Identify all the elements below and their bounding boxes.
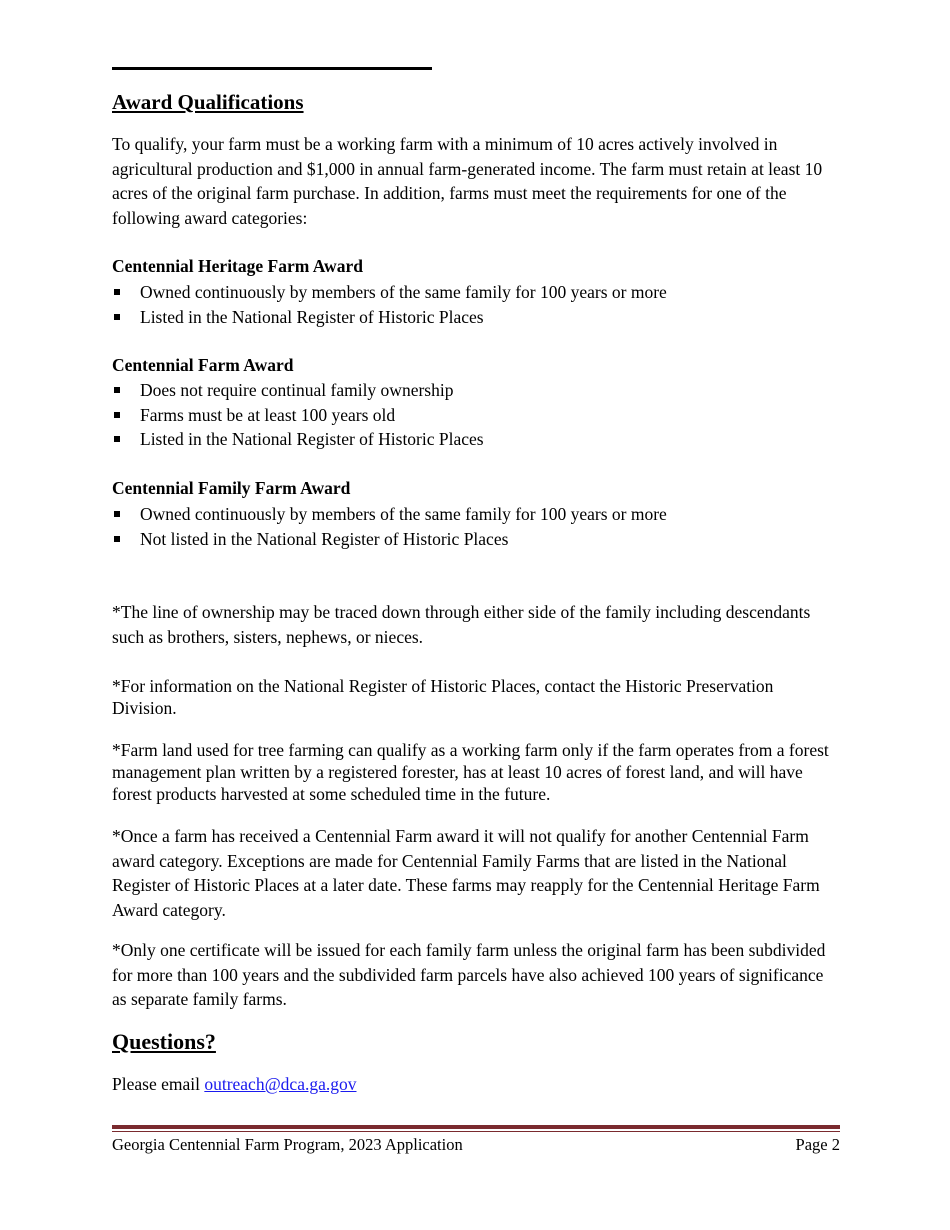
bullet-square-icon [114, 314, 120, 320]
family-farm-award-list [112, 502, 840, 551]
footer-program-title: Georgia Centennial Farm Program, 2023 Application [112, 1135, 463, 1154]
award-category-note: *Once a farm has received a Centennial Farm award it will not qualify for another Centennial Farm award category. Exceptions are made for Centennial Family Farms that are listed in the National Register of Historic Places at a later date. These farms may reapply for the Centennial Heritage Farm Award category. [112, 826, 820, 920]
certificate-note: *Only one certificate will be issued for each family farm unless the original farm has been subdivided for more than 100 years and the subdivided farm parcels have also achieved 100 years of significance as separate family farms. [112, 940, 826, 1009]
heritage-farm-award-list [112, 280, 840, 329]
centennial-farm-award-list [112, 378, 840, 452]
list-item: Does not require continual family ownership [112, 378, 840, 403]
award-qualifications-heading: Award Qualifications [112, 90, 304, 114]
tree-farming-note: *Farm land used for tree farming can qualify as a working farm only if the farm operates from a forest management plan written by a registered forester, has at least 10 acres of forest land, and will have forest products harvested at some scheduled time in the future. [112, 740, 829, 804]
national-register-note: *For information on the National Register of Historic Places, contact the Historic Preservation Division. [112, 676, 774, 718]
footer-divider [112, 1125, 840, 1129]
intro-paragraph: To qualify, your farm must be a working farm with a minimum of 10 acres actively involved in agricultural production and $1,000 in annual farm-generated income. The farm must retain at least 10 acres of the original farm purchase. In addition, farms must meet the requirements for one of the following award categories: [112, 134, 823, 228]
list-item: Listed in the National Register of Historic Places [112, 305, 840, 330]
list-item: Listed in the National Register of Historic Places [112, 427, 840, 452]
bullet-square-icon [114, 436, 120, 442]
centennial-farm-award-title: Centennial Farm Award [112, 355, 294, 375]
bullet-square-icon [114, 536, 120, 542]
list-item: Not listed in the National Register of Historic Places [112, 527, 840, 552]
ownership-note: *The line of ownership may be traced down through either side of the family including descendants such as brothers, sisters, nephews, or nieces. [112, 602, 811, 647]
email-link[interactable]: outreach@dca.ga.gov [204, 1074, 357, 1094]
top-divider [112, 67, 432, 70]
heritage-farm-award-title: Centennial Heritage Farm Award [112, 256, 363, 276]
page-number: Page 2 [795, 1135, 840, 1154]
list-item: Owned continuously by members of the same family for 100 years or more [112, 502, 840, 527]
bullet-square-icon [114, 412, 120, 418]
footer-divider-thin [112, 1131, 840, 1132]
family-farm-award-title: Centennial Family Farm Award [112, 478, 351, 498]
questions-heading: Questions? [112, 1029, 216, 1054]
list-item: Farms must be at least 100 years old [112, 403, 840, 428]
list-item: Owned continuously by members of the same family for 100 years or more [112, 280, 840, 305]
bullet-square-icon [114, 387, 120, 393]
bullet-square-icon [114, 511, 120, 517]
contact-line [112, 1072, 357, 1096]
bullet-square-icon [114, 289, 120, 295]
contact-prefix: Please email [112, 1074, 205, 1094]
